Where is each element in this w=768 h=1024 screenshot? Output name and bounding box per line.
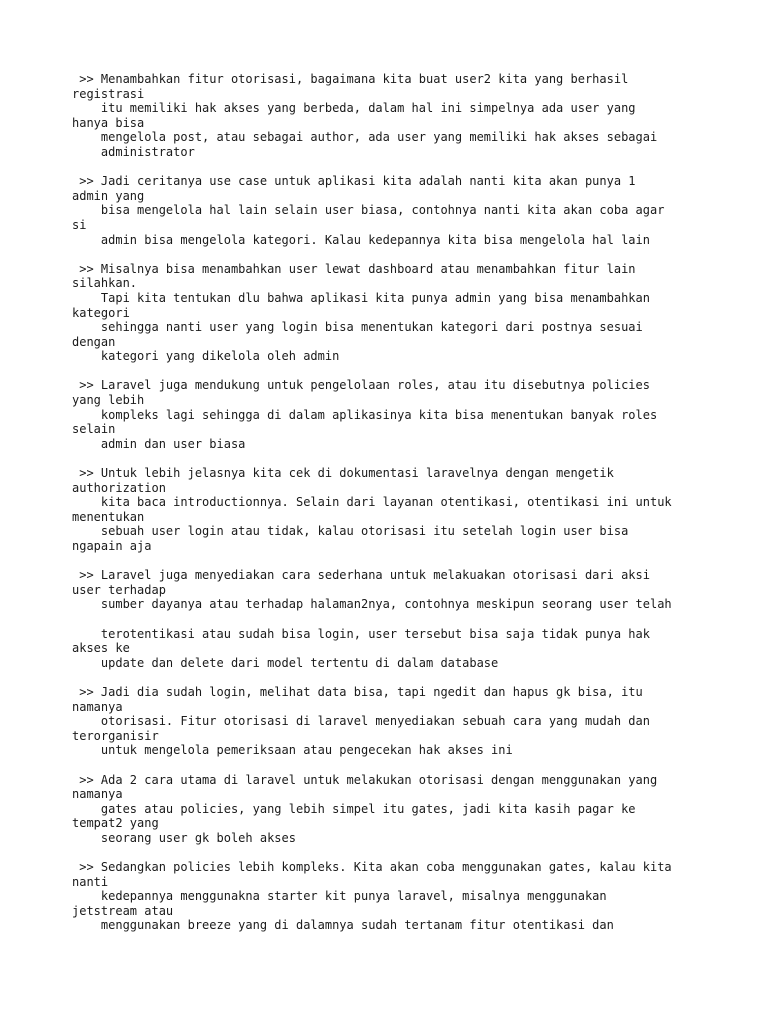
text-line [72,612,712,627]
paragraph [72,860,712,933]
paragraph [72,262,712,364]
text-line: kategori yang dikelola oleh admin [72,349,340,364]
text-line: namanya [72,787,123,802]
text-line: akses ke [72,641,130,656]
paragraph [72,378,712,451]
text-line: admin bisa mengelola kategori. Kalau kedepannya kita bisa mengelola hal lain [72,232,650,247]
text-line: update dan delete dari model tertentu di dalam database [72,655,499,670]
text-line: admin dan user biasa [72,436,246,451]
text-line: admin yang [72,188,145,203]
text-line: >> Menambahkan fitur otorisasi, bagaimana kita buat user2 kita yang berhasil [72,72,629,86]
text-line: itu memiliki hak akses yang berbeda, dalam hal ini simpelnya ada user yang [72,101,636,116]
document-page [72,72,712,948]
text-line: >> Jadi dia sudah login, melihat data bisa, tapi ngedit dan hapus gk bisa, itu [72,684,643,699]
text-line: si [72,217,87,232]
text-line: mengelola post, atau sebagai author, ada user yang memiliki hak akses sebagai [72,130,658,145]
text-line: dengan [72,334,116,349]
text-line: untuk mengelola pemeriksaan atau pengecekan hak akses ini [72,743,513,758]
paragraph [72,685,712,758]
text-line: >> Jadi ceritanya use case untuk aplikasi kita adalah nanti kita akan punya 1 [72,174,636,189]
text-line: menggunakan breeze yang di dalamnya sudah tertanam fitur otentikasi dan [72,918,614,933]
text-line: sebuah user login atau tidak, kalau otorisasi itu setelah login user bisa [72,524,629,539]
paragraph [72,174,712,247]
text-line: otorisasi. Fitur otorisasi di laravel menyediakan sebuah cara yang mudah dan [72,714,650,729]
paragraph [72,72,712,160]
text-line: >> Laravel juga menyediakan cara sederhana untuk melakuakan otorisasi dari aksi [72,568,650,583]
text-line: yang lebih [72,393,145,408]
text-line: ngapain aja [72,539,152,553]
text-line: >> Untuk lebih jelasnya kita cek di dokumentasi laravelnya dengan mengetik [72,466,614,481]
text-line: selain [72,422,116,437]
text-line: namanya [72,699,123,714]
text-line: kedepannya menggunakna starter kit punya laravel, misalnya menggunakan [72,889,607,904]
text-line: sehingga nanti user yang login bisa menentukan kategori dari postnya sesuai [72,320,643,335]
text-line: bisa mengelola hal lain selain user biasa, contohnya nanti kita akan coba agar [72,203,665,218]
text-line: terorganisir [72,728,159,743]
text-line: Tapi kita tentukan dlu bahwa aplikasi kita punya admin yang bisa menambahkan [72,290,650,305]
text-line: authorization [72,480,166,495]
text-line: >> Ada 2 cara utama di laravel untuk melakukan otorisasi dengan menggunakan yang [72,772,658,787]
paragraph [72,773,712,846]
text-line: user terhadap [72,582,166,597]
text-line: hanya bisa [72,115,145,130]
paragraph [72,568,712,670]
text-line: gates atau policies, yang lebih simpel itu gates, jadi kita kasih pagar ke [72,801,636,816]
text-line: silahkan. [72,276,138,291]
text-line: sumber dayanya atau terhadap halaman2nya, contohnya meskipun seorang user telah [72,597,672,612]
text-line: >> Laravel juga mendukung untuk pengelolaan roles, atau itu disebutnya policies [72,378,650,393]
text-line: terotentikasi atau sudah bisa login, user tersebut bisa saja tidak punya hak [72,626,650,641]
text-line: administrator [72,144,195,159]
text-line: tempat2 yang [72,816,159,831]
text-line: menentukan [72,509,145,524]
text-line: kompleks lagi sehingga di dalam aplikasinya kita bisa menentukan banyak roles [72,407,658,422]
text-line: kita baca introductionnya. Selain dari layanan otentikasi, otentikasi ini untuk [72,495,672,510]
text-line: nanti [72,874,109,889]
text-line: kategori [72,305,130,320]
text-line: jetstream atau [72,903,174,918]
text-line: >> Misalnya bisa menambahkan user lewat dashboard atau menambahkan fitur lain [72,261,636,276]
text-line: seorang user gk boleh akses [72,830,296,845]
text-line: registrasi [72,86,145,101]
paragraph [72,466,712,554]
text-line: >> Sedangkan policies lebih kompleks. Kita akan coba menggunakan gates, kalau kita [72,860,672,875]
